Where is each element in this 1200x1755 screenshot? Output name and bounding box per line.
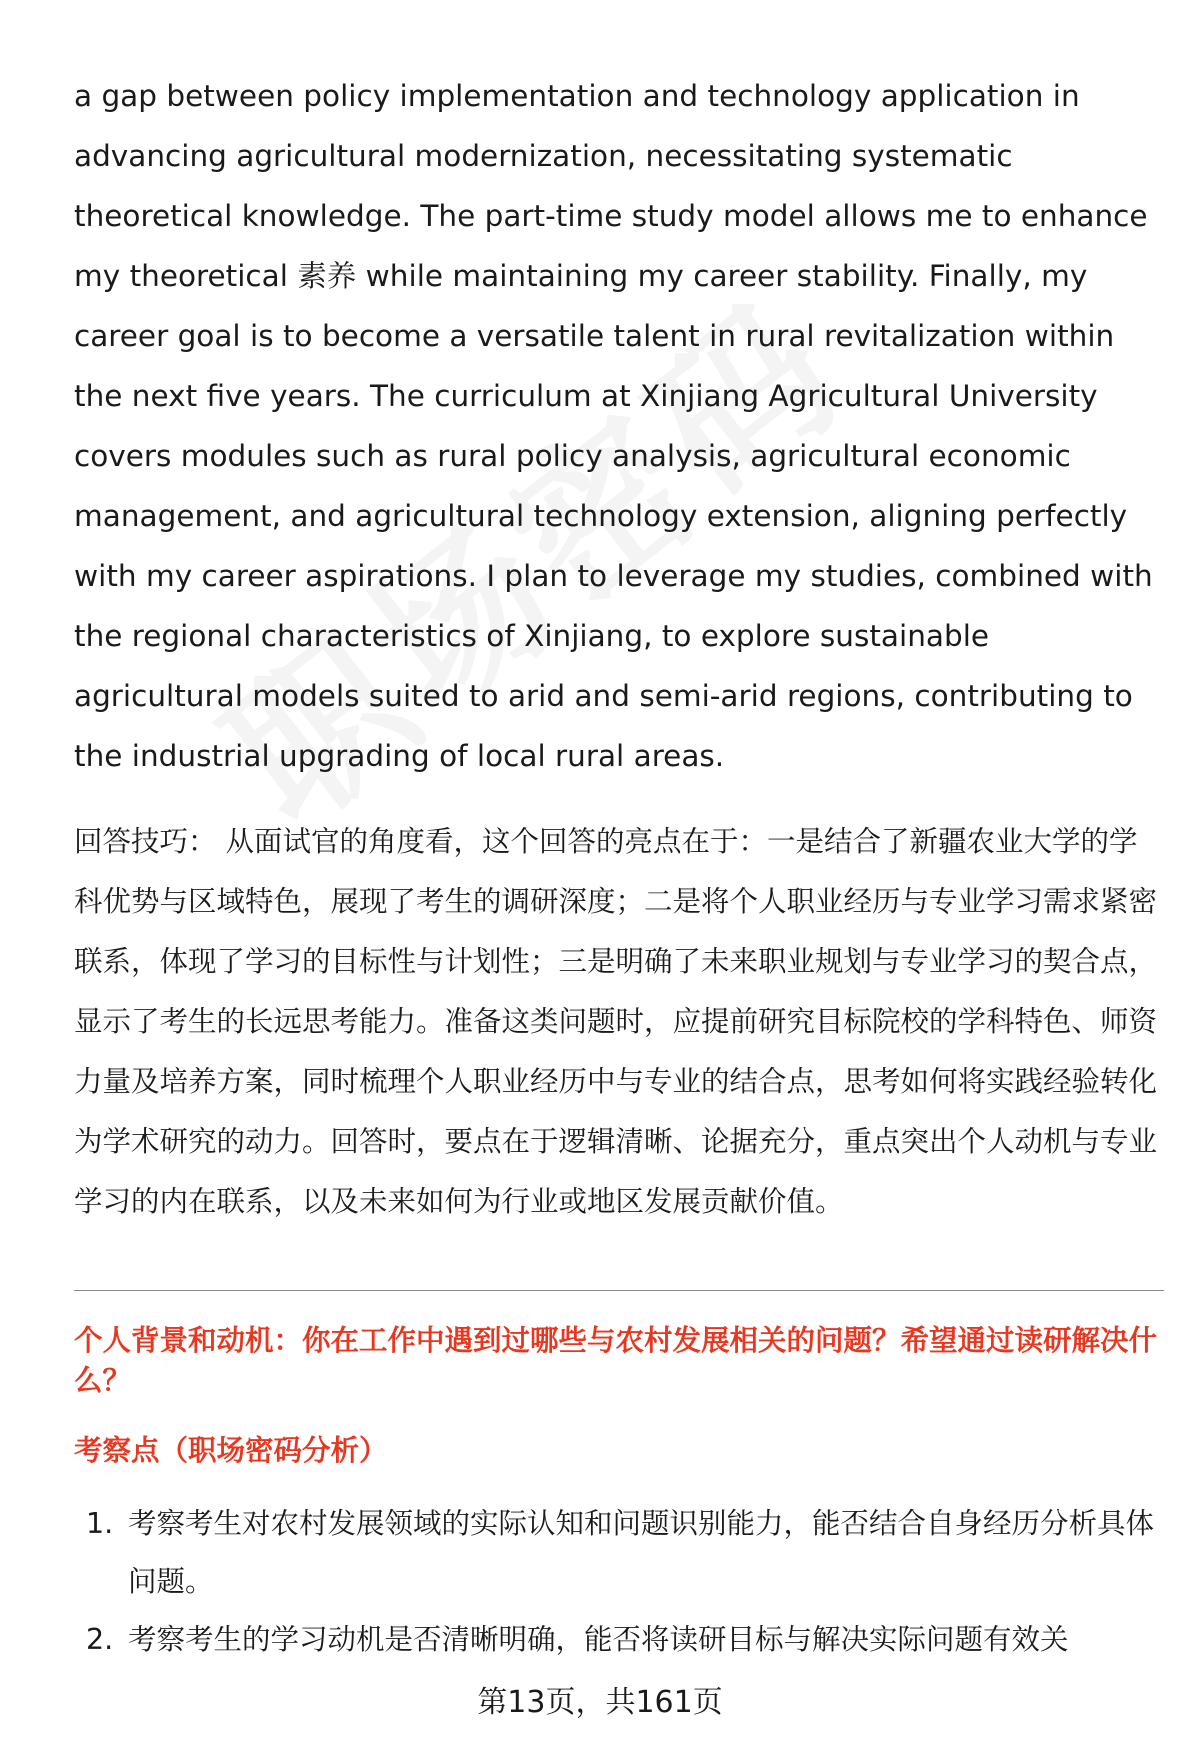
divider (74, 1290, 1164, 1291)
tips-paragraph: 回答技巧： 从面试官的角度看，这个回答的亮点在于：一是结合了新疆农业大学的学科优势与区域特色，展现了考生的调研深度；二是将个人职业经历与专业学习需求紧密联系，体现了学习的目标性与计划性；三是明确了未来职业规划与专业学习的契合点，显示了考生的长远思考能力。准备这类问题时，应提前研究目标院校的学科特色、师资力量及培养方案，同时梳理个人职业经历中与专业的结合点，思考如何将实践经验转化为学术研究的动力。回答时，要点在于逻辑清晰、论据充分，重点突出个人动机与专业学习的内在联系，以及未来如何为行业或地区发展贡献价值。 (74, 825, 1158, 1218)
page-content (74, 66, 1164, 1669)
list-item (74, 1611, 1164, 1669)
page-number: 第13页，共161页 (477, 1685, 723, 1720)
question-heading: 个人背景和动机：你在工作中遇到过哪些与农村发展相关的问题？希望通过读研解决什么？ (74, 1324, 1158, 1397)
list-item (74, 1495, 1164, 1611)
list-item-number: 2. (86, 1623, 114, 1656)
list-item-text: 考察考生的学习动机是否清晰明确，能否将读研目标与解决实际问题有效关 (128, 1623, 1069, 1656)
list-item-number: 1. (86, 1507, 114, 1540)
points-list (74, 1495, 1164, 1669)
english-paragraph: a gap between policy implementation and technology application in advancing agricultural modernization, necessitating systematic theoretical knowledge. The part-time study model allows me to enhance my theoretical 素养 while maintaining my career stability. Finally, my career goal is to become a versatile talent in rural revitalization within the next five years. The curriculum at Xinjiang Agricultural University covers modules such as rural policy analysis, agricultural economic management, and agricultural technology extension, aligning perfectly with my career aspirations. I plan to leverage my studies, combined with the regional characteristics of Xinjiang, to explore sustainable agricultural models suited to arid and semi-arid regions, contributing to the industrial upgrading of local rural areas. (74, 79, 1153, 773)
list-item-text: 考察考生对农村发展领域的实际认知和问题识别能力，能否结合自身经历分析具体问题。 (128, 1507, 1155, 1598)
section-heading: 考察点（职场密码分析） (74, 1434, 388, 1467)
